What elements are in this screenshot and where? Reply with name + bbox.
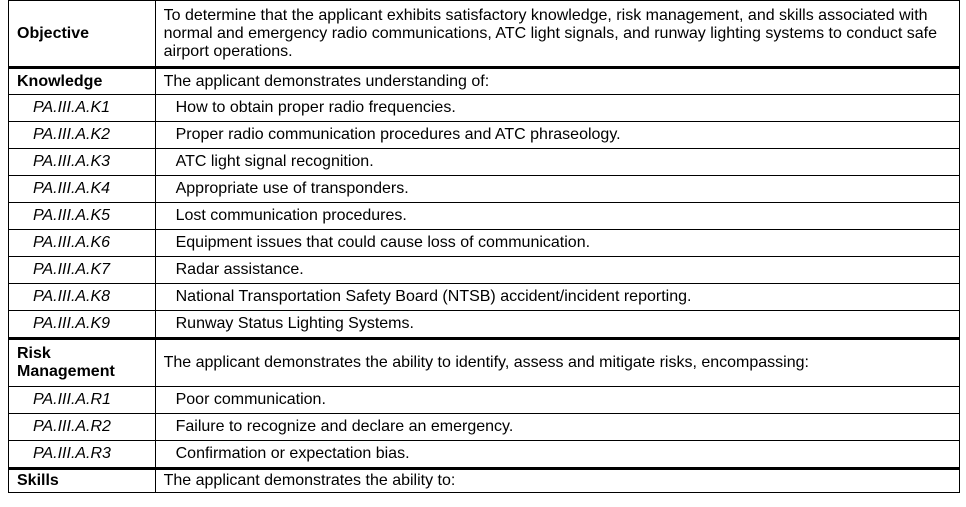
element-code: PA.III.A.K5: [9, 203, 156, 230]
element-code: PA.III.A.K3: [9, 149, 156, 176]
element-code: PA.III.A.R1: [9, 387, 156, 414]
table-row: [9, 230, 960, 257]
element-text: Poor communication.: [155, 387, 959, 414]
risk-intro: The applicant demonstrates the ability to identify, assess and mitigate risks, encompassing:: [155, 339, 959, 387]
risk-header-row: [9, 339, 960, 387]
objective-text: To determine that the applicant exhibits satisfactory knowledge, risk management, and skills associated with normal and emergency radio communications, ATC light signals, and runway lighting systems to conduct safe airport operations.: [155, 1, 959, 68]
element-code: PA.III.A.K8: [9, 284, 156, 311]
element-text: Equipment issues that could cause loss of communication.: [155, 230, 959, 257]
objective-row: [9, 1, 960, 68]
table-row: [9, 414, 960, 441]
element-code: PA.III.A.R2: [9, 414, 156, 441]
table-row: [9, 95, 960, 122]
table-row: [9, 257, 960, 284]
table-row: [9, 203, 960, 230]
element-text: Proper radio communication procedures and ATC phraseology.: [155, 122, 959, 149]
element-text: Radar assistance.: [155, 257, 959, 284]
element-code: PA.III.A.K6: [9, 230, 156, 257]
element-code: PA.III.A.K9: [9, 311, 156, 339]
element-text: How to obtain proper radio frequencies.: [155, 95, 959, 122]
skills-header-row: [9, 469, 960, 493]
acs-task-table: [8, 0, 960, 493]
risk-label: Risk Management: [9, 339, 156, 387]
table-row: [9, 311, 960, 339]
knowledge-header-row: [9, 68, 960, 95]
element-text: Appropriate use of transponders.: [155, 176, 959, 203]
table-row: [9, 387, 960, 414]
element-text: Confirmation or expectation bias.: [155, 441, 959, 469]
table-row: [9, 176, 960, 203]
element-text: Failure to recognize and declare an emergency.: [155, 414, 959, 441]
knowledge-intro: The applicant demonstrates understanding of:: [155, 68, 959, 95]
element-code: PA.III.A.R3: [9, 441, 156, 469]
element-text: Lost communication procedures.: [155, 203, 959, 230]
element-code: PA.III.A.K2: [9, 122, 156, 149]
table-row: [9, 441, 960, 469]
element-code: PA.III.A.K7: [9, 257, 156, 284]
element-code: PA.III.A.K4: [9, 176, 156, 203]
element-text: National Transportation Safety Board (NTSB) accident/incident reporting.: [155, 284, 959, 311]
knowledge-label: Knowledge: [9, 68, 156, 95]
element-text: ATC light signal recognition.: [155, 149, 959, 176]
table-row: [9, 149, 960, 176]
skills-label: Skills: [9, 469, 156, 493]
element-text: Runway Status Lighting Systems.: [155, 311, 959, 339]
objective-label: Objective: [9, 1, 156, 68]
table-row: [9, 122, 960, 149]
skills-intro: The applicant demonstrates the ability to:: [155, 469, 959, 493]
table-row: [9, 284, 960, 311]
element-code: PA.III.A.K1: [9, 95, 156, 122]
